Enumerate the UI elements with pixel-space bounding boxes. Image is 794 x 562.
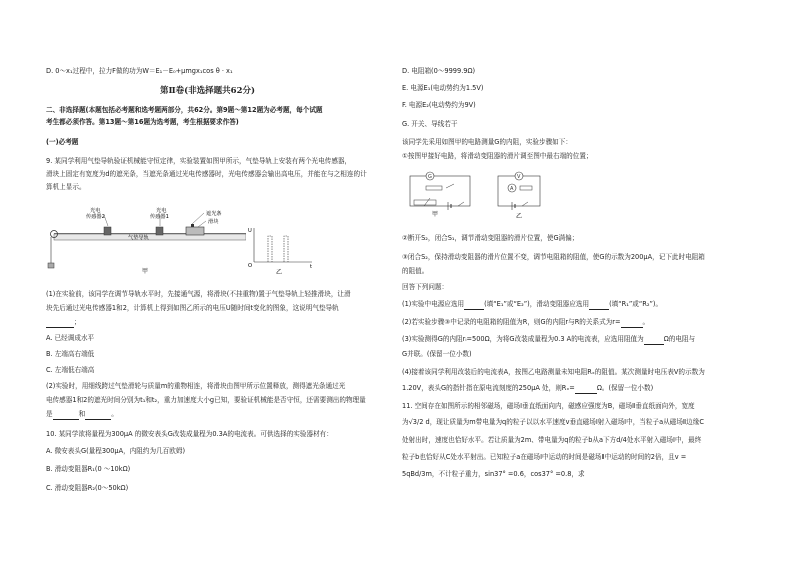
circuit-yi-label: 乙 xyxy=(516,213,523,220)
label-slider: 滑块 xyxy=(208,219,219,225)
q10-step-3-cont: 的阻值。 xyxy=(402,267,429,275)
q10-answer-heading: 回答下列问题： xyxy=(402,283,449,291)
q11-text-5: 5qBd/3m，不计粒子重力，sin37° =0.6，cos37° =0.8，求 xyxy=(402,470,585,478)
q11-text-3: 处射出时，速度也恰好水平。若让质量为2m、带电量为q的粒子b从a下方d/4处水平射入磁场Ⅰ中，最终 xyxy=(402,436,702,444)
answer-blank[interactable] xyxy=(53,410,79,420)
q10-sub4: (4)接着该同学利用改装后的电流表A，按图乙电路测量未知电阻Rₓ的阻值。某次测量时电压表V的示数为 xyxy=(402,368,705,376)
required-heading: (一)必考题 xyxy=(46,138,79,146)
item-b: B. 滑动变阻器R₁(0 ～10kΩ) xyxy=(46,465,131,473)
answer-blank[interactable] xyxy=(589,300,609,310)
answer-blank[interactable] xyxy=(575,384,597,394)
voltage-pulse-1 xyxy=(268,236,272,262)
label-rail: 气垫导轨 xyxy=(128,235,149,241)
section-title: 第Ⅱ卷(非选择题共62分) xyxy=(160,86,256,96)
instructions-line-1: 二、非选择题(本题包括必考题和选考题两部分，共62分。第9题～第12题为必考题，每个试题 xyxy=(46,106,323,114)
q9-sub2-answer-line: 是 和 。 xyxy=(46,410,118,418)
circuit-yi xyxy=(490,166,550,220)
item-d: D. 电阻箱(0～9999.9Ω) xyxy=(402,67,476,75)
answer-blank[interactable] xyxy=(464,300,484,310)
circuit-jia-label: 甲 xyxy=(432,211,439,218)
label-sensor2-b: 传感器2 xyxy=(86,214,105,220)
answer-blank[interactable] xyxy=(621,318,643,328)
q10-sub1: (1)实验中电源应选用 (填“E₁”或“E₂”)，滑动变阻器应选用 (填“R₁”或“R₂”)。 xyxy=(402,300,663,308)
svg-text:G: G xyxy=(428,174,432,180)
label-sensor1-b: 传感器1 xyxy=(150,214,169,220)
q9-text-2: 滑块上固定有宽度为d的遮光条，当遮光条通过光电传感器时，光电传感器会输出高电压，并能在与之相连的计 xyxy=(46,170,367,178)
q10-step-2: ②断开S₂，闭合S₁，调节滑动变阻器的滑片位置，使G满偏； xyxy=(402,234,579,242)
label-shade: 遮光条 xyxy=(206,211,222,217)
q11-text-4: 粒子b也恰好从C处水平射出。已知粒子a在磁场Ⅰ中运动的时间是磁场Ⅱ中运动的时间的2倍，且v = xyxy=(402,453,687,461)
label-sensor2-a: 光电 xyxy=(90,208,101,214)
item-f: F. 电源E₂(电动势约为9V) xyxy=(402,101,476,109)
axis-u-label: U xyxy=(248,228,252,234)
q9-sub1-text-2: 块先后通过光电传感器1和2，计算机上得到如图乙所示的电压U随时间t变化的图象，这说明气垫导轨 xyxy=(46,304,339,312)
option-d: D. 0～x₁过程中，拉力F做的功为W＝E₁－E₀+μmgx₁cos θ · x₁ xyxy=(46,67,233,75)
q10-sub3: (3)实验测得G的内阻rᵢ=500Ω，为将G改装成量程为0.3 A的电流表，应选用阻值为 Ω的电阻与 xyxy=(402,335,696,343)
answer-blank[interactable] xyxy=(644,335,664,345)
q10-sub4-cont: 1.20V，表头G的指针指在原电流刻度的250μA 处，则Rₓ= Ω。(保留一位小数) xyxy=(402,384,654,392)
q10-step-1: ①按图甲接好电路，将滑动变阻器的滑片调至图中最右端的位置； xyxy=(402,152,593,160)
figure-jia-label: 甲 xyxy=(142,268,149,275)
item-g: G. 开关、导线若干 xyxy=(402,120,458,128)
item-e: E. 电源E₁(电动势约为1.5V) xyxy=(402,84,484,92)
circuit-jia xyxy=(402,168,482,218)
q9-sub2-text-2: 电传感器1和2的遮光时间分别为t₁和t₂，重力加速度大小g已知，要验证机械能是否守恒，还需要测出的物理量 xyxy=(46,396,366,404)
q10-sub3-cont: G并联。(保留一位小数) xyxy=(402,350,472,358)
svg-text:V: V xyxy=(517,174,521,180)
q10-text: 10. 某同学欲将量程为300μA 的微安表头G改装成量程为0.3A的电流表。可供选择的实验器材有： xyxy=(46,430,333,438)
figure-yi-label: 乙 xyxy=(276,269,283,276)
q9-sub1-answer-line: ； xyxy=(46,318,81,328)
q10-step-intro: 该同学先采用如图甲的电路测量G的内阻，实验步骤如下： xyxy=(402,138,572,146)
q9-sub1-text-1: (1)在实验前，该同学在调节导轨水平时，先接通气源，将滑块(不挂重物)置于气垫导轨上轻推滑块，让滑 xyxy=(46,290,351,298)
option-a: A. 已经调成水平 xyxy=(46,334,95,342)
q10-step-3: ③闭合S₂，保持滑动变阻器的滑片位置不变，调节电阻箱的阻值，使G的示数为200μA，记下此时电阻箱 xyxy=(402,253,705,261)
q9-apparatus-figure xyxy=(46,205,246,275)
q9-sub2-text-1: (2)实验时，用细线跨过气垫滑轮与质量m的重物相连，将滑块由图甲所示位置释放，测得遮光条通过光 xyxy=(46,382,346,390)
label-sensor1-a: 光电 xyxy=(156,208,167,214)
voltage-pulse-2 xyxy=(284,236,288,262)
q11-text-1: 11. 空间存在如图所示的相邻磁场，磁场Ⅰ垂直纸面向内，磁感应强度为B，磁场Ⅱ垂直纸面向外，宽度 xyxy=(402,402,695,410)
answer-blank[interactable] xyxy=(46,318,74,328)
option-b: B. 左端高右端低 xyxy=(46,350,95,358)
answer-blank[interactable] xyxy=(85,410,111,420)
item-c: C. 滑动变阻器R₂(0～50kΩ) xyxy=(46,484,129,492)
instructions-line-2: 考生都必须作答。第13题～第16题为选考题，考生根据要求作答) xyxy=(46,118,239,126)
q9-voltage-chart xyxy=(246,222,316,277)
q9-text-1: 9. 某同学利用气垫导轨验证机械能守恒定律，实验装置如图甲所示，气垫导轨上安装有两个光电传感器， xyxy=(46,157,352,165)
option-c: C. 左端低右端高 xyxy=(46,366,95,374)
axis-origin-label: O xyxy=(248,263,253,269)
q11-text-2: 为√3/2 d，现让质量为m带电量为q的粒子以以水平速度v垂直磁场Ⅰ射入磁场Ⅰ中，当粒子a从磁场Ⅱ边缘C xyxy=(402,418,704,426)
q10-sub2: (2)若实验步骤③中记录的电阻箱的阻值为R，则G的内阻r与R的关系式为r= 。 xyxy=(402,318,650,326)
svg-text:A: A xyxy=(510,186,514,192)
item-a: A. 微安表头G(量程300μA，内阻约为几百欧姆) xyxy=(46,447,186,455)
axis-t-label: t xyxy=(310,264,313,270)
q9-text-3: 算机上显示。 xyxy=(46,183,86,191)
